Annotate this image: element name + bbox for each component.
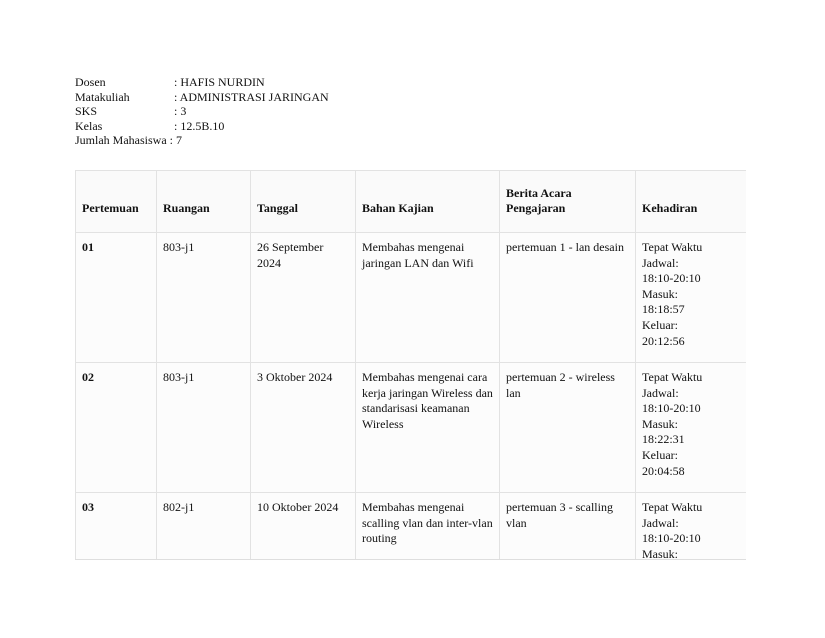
- header-pertemuan: Pertemuan: [76, 171, 157, 233]
- table-header-row: [76, 171, 747, 233]
- cell-pertemuan: 02: [76, 363, 157, 493]
- cell-kehadiran: [636, 233, 747, 363]
- kehadiran-masuk-label: Masuk:: [642, 416, 678, 431]
- info-sks-value: : 3: [174, 104, 187, 119]
- info-kelas: [75, 119, 329, 134]
- table-row: [76, 363, 747, 493]
- cell-berita-acara: pertemuan 2 - wireless lan: [500, 363, 636, 493]
- cell-pertemuan: 01: [76, 233, 157, 363]
- kehadiran-status: Tepat Waktu: [642, 240, 703, 254]
- cell-kehadiran: [636, 493, 747, 561]
- header-bahan-kajian: Bahan Kajian: [356, 171, 500, 233]
- kehadiran-jadwal: 18:10-20:10: [642, 531, 701, 546]
- kehadiran-masuk-label: Masuk:: [642, 286, 678, 301]
- kehadiran-masuk: 18:22:31: [642, 432, 685, 447]
- kehadiran-keluar-label: Keluar:: [642, 317, 678, 332]
- cell-pertemuan: 03: [76, 493, 157, 561]
- cell-bahan-kajian: Membahas mengenai scalling vlan dan inter-vlan routing: [356, 493, 500, 561]
- attendance-table-container: [75, 170, 746, 560]
- info-sks-label: SKS: [75, 104, 98, 119]
- kehadiran-keluar: 20:12:56: [642, 333, 685, 348]
- cell-tanggal: 26 September 2024: [251, 233, 356, 363]
- cell-berita-acara: pertemuan 3 - scalling vlan: [500, 493, 636, 561]
- header-kehadiran: Kehadiran: [636, 171, 747, 233]
- info-kelas-label: Kelas: [75, 118, 103, 133]
- info-dosen-value: : HAFIS NURDIN: [174, 75, 265, 89]
- kehadiran-masuk-label: Masuk:: [642, 546, 678, 560]
- cell-tanggal: 10 Oktober 2024: [251, 493, 356, 561]
- cell-bahan-kajian: Membahas mengenai jaringan LAN dan Wifi: [356, 233, 500, 363]
- info-sks: [75, 104, 329, 119]
- kehadiran-masuk: 18:18:57: [642, 302, 685, 317]
- attendance-table: [75, 170, 746, 560]
- table-row: [76, 493, 747, 561]
- cell-kehadiran: [636, 363, 747, 493]
- cell-tanggal: 3 Oktober 2024: [251, 363, 356, 493]
- info-jumlah-mahasiswa: [75, 133, 329, 148]
- info-dosen-label: Dosen: [75, 75, 106, 89]
- kehadiran-status: Tepat Waktu: [642, 500, 703, 514]
- table-row: [76, 233, 747, 363]
- kehadiran-status: Tepat Waktu: [642, 370, 703, 384]
- kehadiran-jadwal: 18:10-20:10: [642, 401, 701, 416]
- cell-ruangan: 803-j1: [157, 363, 251, 493]
- info-dosen: [75, 75, 329, 90]
- info-matakuliah-label: Matakuliah: [75, 89, 130, 104]
- cell-bahan-kajian: Membahas mengenai cara kerja jaringan Wireless dan standarisasi keamanan Wireless: [356, 363, 500, 493]
- kehadiran-jadwal-label: Jadwal:: [642, 385, 679, 400]
- course-info: [75, 75, 329, 148]
- kehadiran-jadwal: 18:10-20:10: [642, 271, 701, 286]
- kehadiran-jadwal-label: Jadwal:: [642, 255, 679, 270]
- kehadiran-keluar: 20:04:58: [642, 463, 685, 478]
- header-ruangan: Ruangan: [157, 171, 251, 233]
- info-jumlah-mahasiswa-label: Jumlah Mahasiswa: [75, 133, 167, 148]
- info-matakuliah: [75, 90, 329, 105]
- cell-ruangan: 802-j1: [157, 493, 251, 561]
- kehadiran-keluar-label: Keluar:: [642, 447, 678, 462]
- cell-ruangan: 803-j1: [157, 233, 251, 363]
- info-kelas-value: : 12.5B.10: [174, 118, 225, 133]
- header-berita-acara: Berita Acara Pengajaran: [500, 171, 636, 233]
- info-jumlah-mahasiswa-value: : 7: [169, 133, 182, 148]
- info-matakuliah-value: : ADMINISTRASI JARINGAN: [174, 89, 329, 104]
- cell-berita-acara: pertemuan 1 - lan desain: [500, 233, 636, 363]
- header-tanggal: Tanggal: [251, 171, 356, 233]
- kehadiran-jadwal-label: Jadwal:: [642, 515, 679, 530]
